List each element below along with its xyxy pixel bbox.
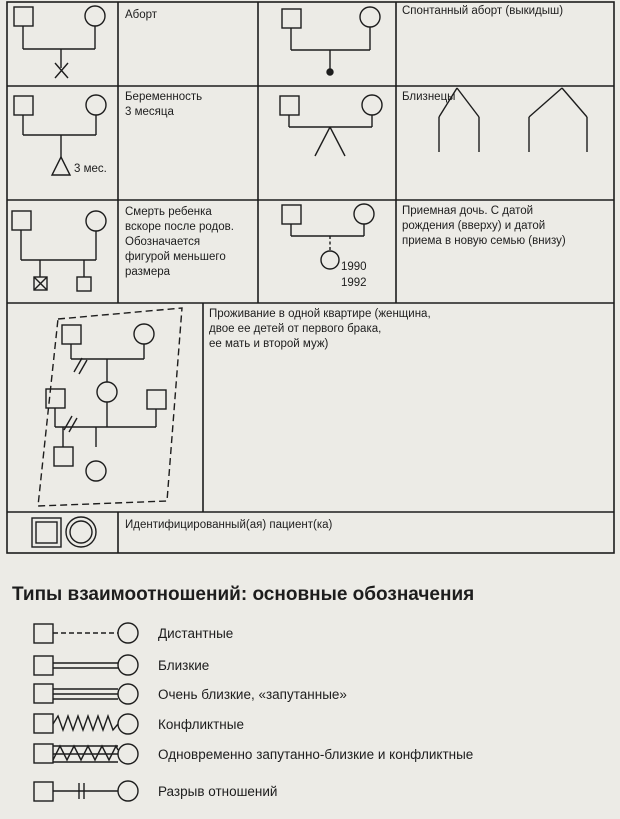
female-circle-icon	[354, 204, 374, 224]
relations-heading: Типы взаимоотношений: основные обозначения	[12, 584, 475, 605]
child-death-symbol	[12, 211, 106, 291]
identified-patient-label: Идентифицированный(ая) пациент(ка)	[125, 519, 333, 531]
male-square-icon	[14, 7, 33, 26]
female-circle-icon	[118, 655, 138, 675]
legend-item-close-and-conflict	[34, 744, 138, 764]
male-square-icon	[62, 325, 81, 344]
adopted-label-line-2: рождения (вверху) и датой	[402, 220, 546, 232]
male-square-icon	[280, 96, 299, 115]
male-square-icon	[34, 782, 53, 801]
male-square-icon	[14, 96, 33, 115]
child-death-label-line-1: Смерть ребенка	[125, 206, 212, 218]
pregnancy-mark: 3 мес.	[74, 163, 107, 175]
legend-label-cutoff: Разрыв отношений	[158, 784, 278, 799]
female-circle-icon	[118, 781, 138, 801]
adopted-label-line-3: приема в новую семью (внизу)	[402, 235, 566, 247]
household-boundary	[38, 308, 182, 506]
child-death-label-line-4: фигурой меньшего	[125, 251, 226, 263]
pregnancy-triangle-icon	[52, 157, 70, 175]
pregnancy-label-line-2: 3 месяца	[125, 106, 174, 118]
female-circle-icon	[97, 382, 117, 402]
adopted-daughter-circle-icon	[321, 251, 339, 269]
child-death-label-line-5: размера	[125, 266, 171, 278]
male-square-icon	[282, 205, 301, 224]
legend-item-cutoff	[34, 781, 138, 801]
household-label-line-1: Проживание в одной квартире (женщина,	[209, 308, 431, 320]
legend-label-very-close: Очень близкие, «запутанные»	[158, 687, 347, 702]
female-circle-icon	[118, 744, 138, 764]
female-circle-icon	[134, 324, 154, 344]
pregnancy-label-line-1: Беременность	[125, 91, 203, 103]
male-square-icon	[34, 624, 53, 643]
spontaneous-abort-symbol	[282, 7, 380, 75]
legend-item-close	[34, 655, 138, 675]
legend-item-conflict	[34, 714, 138, 734]
legend-label-distant: Дистантные	[158, 626, 234, 641]
legend-label-conflict: Конфликтные	[158, 717, 244, 732]
female-circle-icon	[86, 95, 106, 115]
dot-icon	[327, 69, 333, 75]
abort-symbol	[14, 6, 105, 78]
household-symbol	[38, 308, 182, 506]
close-conflict-zigzag-line	[53, 746, 118, 760]
adopted-daughter-symbol	[282, 204, 374, 269]
conflict-zigzag-line	[53, 716, 118, 730]
male-square-icon	[77, 277, 91, 291]
spontaneous-abort-label: Спонтанный аборт (выкидыш)	[402, 5, 564, 17]
male-square-icon	[147, 390, 166, 409]
female-circle-icon	[86, 461, 106, 481]
identified-patient-symbol	[32, 517, 96, 547]
female-circle-icon	[360, 7, 380, 27]
female-circle-icon	[86, 211, 106, 231]
household-label-line-3: ее мать и второй муж)	[209, 338, 329, 350]
table-border	[7, 2, 614, 553]
female-circle-icon	[85, 6, 105, 26]
female-circle-icon	[118, 714, 138, 734]
legend-item-very-close	[34, 684, 138, 704]
female-circle-icon	[118, 623, 138, 643]
male-square-icon	[54, 447, 73, 466]
male-square-icon	[34, 714, 53, 733]
legend-item-distant	[34, 623, 138, 643]
legend-label-close-and-conflict: Одновременно запутанно-близкие и конфликтные	[158, 747, 474, 762]
twins-label: Близнецы	[402, 91, 456, 103]
male-square-icon	[282, 9, 301, 28]
female-circle-icon	[118, 684, 138, 704]
legend-label-close: Близкие	[158, 658, 210, 673]
male-square-icon	[34, 744, 53, 763]
child-death-label-line-3: Обозначается	[125, 236, 201, 248]
child-death-label-line-2: вскоре после родов.	[125, 221, 234, 233]
adopted-label-line-1: Приемная дочь. С датой	[402, 205, 534, 217]
adopted-birth-year: 1990	[341, 261, 367, 273]
male-square-icon	[34, 656, 53, 675]
female-circle-icon	[362, 95, 382, 115]
symbol-table	[7, 2, 614, 553]
abort-label: Аборт	[125, 9, 158, 21]
adopted-adoption-year: 1992	[341, 277, 367, 289]
male-square-icon	[34, 684, 53, 703]
male-square-icon	[12, 211, 31, 230]
household-label-line-2: двое ее детей от первого брака,	[209, 323, 382, 335]
